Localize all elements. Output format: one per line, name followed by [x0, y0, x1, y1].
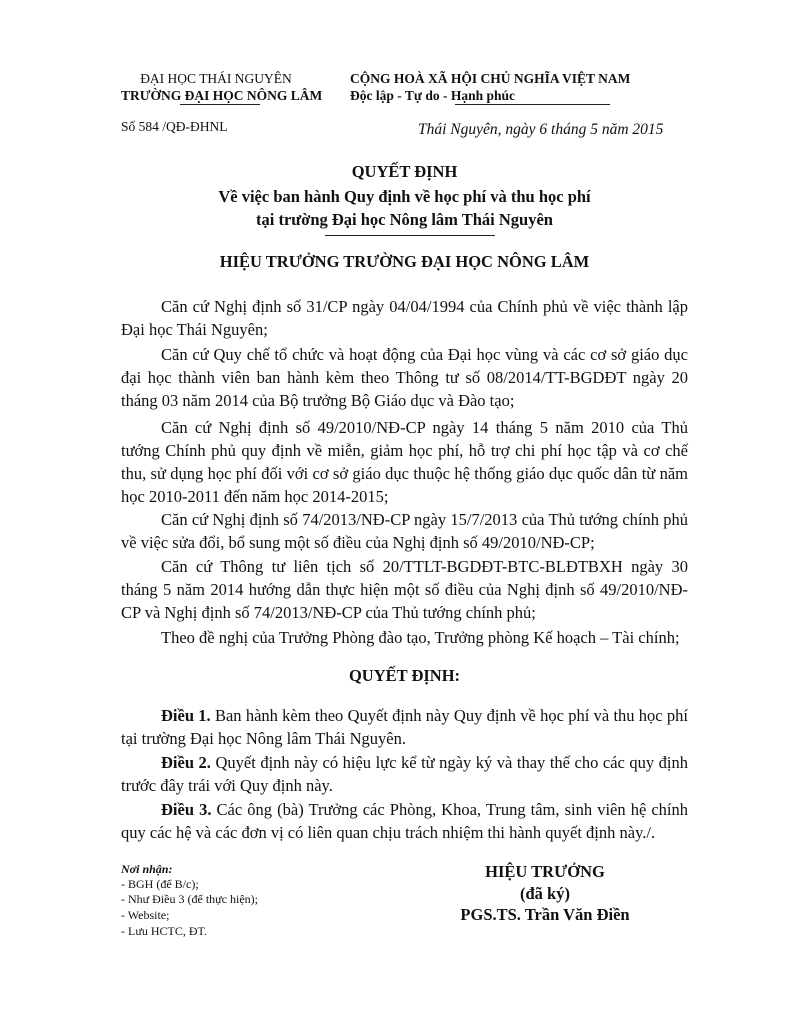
country-name: CỘNG HOÀ XÃ HỘI CHỦ NGHĨA VIỆT NAM	[350, 71, 631, 86]
org-name: TRƯỜNG ĐẠI HỌC NÔNG LÂM	[121, 88, 323, 103]
preamble-basis-2: Căn cứ Quy chế tổ chức và hoạt động của Đại học vùng và các cơ sở giáo dục đại học thành viên ban hành kèm theo Thông tư số 08/2014/TT-BGDĐT ngày 20 tháng 03 năm 2014 của Bộ trưởng Bộ Giáo dục và Đào tạo;	[121, 345, 688, 410]
national-motto: Độc lập - Tự do - Hạnh phúc	[350, 88, 516, 103]
article-3-label: Điều 3.	[161, 800, 212, 819]
motto-underline	[455, 104, 610, 105]
recipient-item: - Như Điều 3 (để thực hiện);	[121, 892, 258, 906]
article-1-label: Điều 1.	[161, 706, 211, 725]
place-date: Thái Nguyên, ngày 6 tháng 5 năm 2015	[418, 121, 664, 138]
title-underline	[325, 235, 495, 236]
signature-title: HIỆU TRƯỞNG	[485, 862, 605, 881]
signer-name: PGS.TS. Trần Văn Điền	[460, 905, 630, 924]
subject-line-2: tại trường Đại học Nông lâm Thái Nguyên	[256, 210, 553, 229]
org-parent: ĐẠI HỌC THÁI NGUYÊN	[140, 71, 292, 86]
preamble-basis-4: Căn cứ Nghị định số 74/2013/NĐ-CP ngày 15/7/2013 của Thủ tướng chính phủ về việc sửa đổi, bổ sung một số điều của Nghị định số 49/2010/NĐ-CP;	[121, 510, 688, 552]
decision-heading: QUYẾT ĐỊNH:	[348, 666, 461, 685]
article-2-text: Quyết định này có hiệu lực kể từ ngày ký và thay thế cho các quy định trước đây trái với Quy định này.	[121, 753, 689, 795]
article-3	[121, 798, 688, 844]
document-number: Số 584 /QĐ-ĐHNL	[121, 119, 228, 134]
recipients-heading: Nơi nhận:	[121, 862, 173, 876]
document-title: QUYẾT ĐỊNH	[351, 162, 458, 181]
article-1	[121, 704, 688, 750]
article-2-label: Điều 2.	[161, 753, 211, 772]
preamble-proposal: Theo đề nghị của Trưởng Phòng đào tạo, Trưởng phòng Kế hoạch – Tài chính;	[161, 628, 680, 647]
recipient-item: - BGH (để B/c);	[121, 877, 199, 891]
article-2	[121, 751, 688, 797]
recipient-item: - Lưu HCTC, ĐT.	[121, 924, 207, 938]
preamble-basis-1: Căn cứ Nghị định số 31/CP ngày 04/04/1994 của Chính phủ về việc thành lập Đại học Thái Nguyên;	[121, 297, 688, 339]
recipient-item: - Website;	[121, 908, 170, 922]
issuing-authority: HIỆU TRƯỞNG TRƯỜNG ĐẠI HỌC NÔNG LÂM	[219, 252, 590, 271]
article-1-text: Ban hành kèm theo Quyết định này Quy định về học phí và thu học phí tại trường Đại học Nông lâm Thái Nguyên.	[121, 706, 689, 748]
preamble-basis-3: Căn cứ Nghị định số 49/2010/NĐ-CP ngày 14 tháng 5 năm 2010 của Thủ tướng Chính phủ quy định về miễn, giảm học phí, hỗ trợ chi phí học tập và cơ chế thu, sử dụng học phí đối với cơ sở giáo dục thuộc hệ thống giáo dục quốc dân từ năm học 2010-2011 đến năm học 2014-2015;	[121, 418, 688, 506]
signature-status: (đã ký)	[520, 884, 570, 903]
article-3-text: Các ông (bà) Trưởng các Phòng, Khoa, Trung tâm, sinh viên hệ chính quy các hệ và các đơn vị có liên quan chịu trách nhiệm thi hành quyết định này./.	[121, 800, 689, 842]
preamble-basis-5: Căn cứ Thông tư liên tịch số 20/TTLT-BGDĐT-BTC-BLĐTBXH ngày 30 tháng 5 năm 2014 hướng dẫn thực hiện một số điều của Nghị định số 49/2010/NĐ-CP và Nghị định số 74/2013/NĐ-CP của Thủ tướng chính phủ;	[121, 557, 688, 622]
org-underline	[180, 104, 260, 105]
subject-line-1: Về việc ban hành Quy định về học phí và thu học phí	[218, 187, 591, 206]
